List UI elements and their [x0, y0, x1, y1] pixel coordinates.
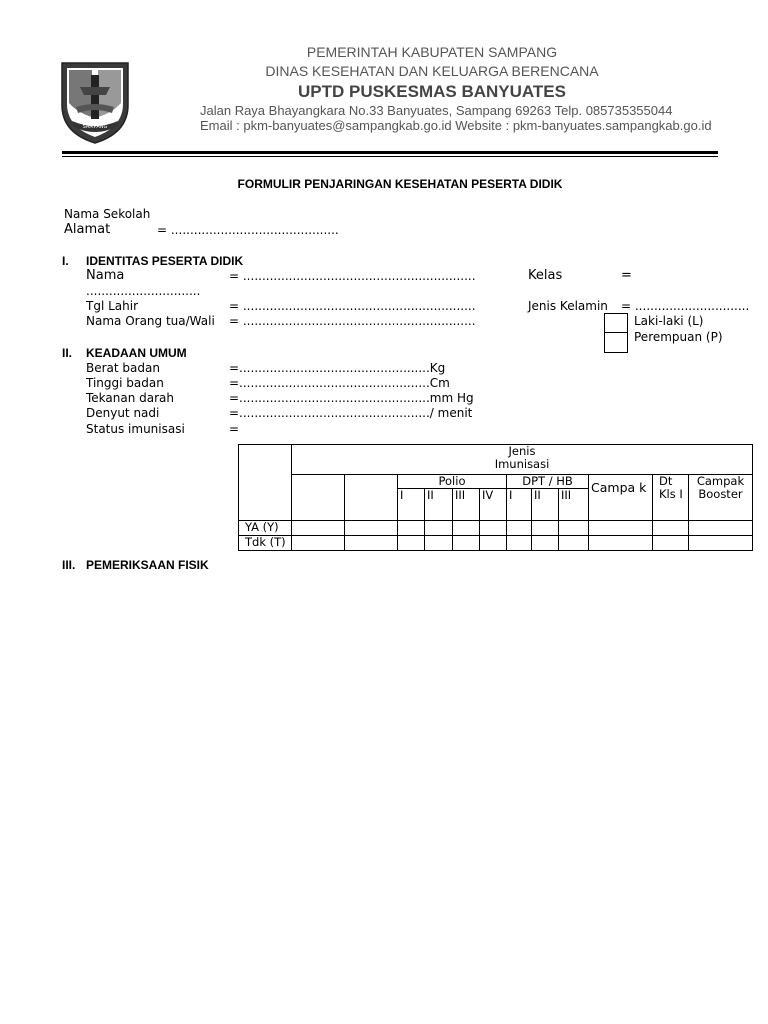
tinggi-badan-value[interactable]: =..................................................Cm	[229, 376, 450, 390]
section3-title: PEMERIKSAAN FISIK	[86, 558, 209, 572]
polio-dose-3: III	[453, 489, 480, 521]
cell-ya[interactable]	[425, 521, 453, 536]
table-corner-cell	[239, 445, 292, 521]
cell-tdk[interactable]	[653, 536, 689, 551]
header-institution: UPTD PUSKESMAS BANYUATES	[298, 82, 566, 101]
option-perempuan: Perempuan (P)	[634, 330, 723, 344]
header-contact: Email : pkm-banyuates@sampangkab.go.id Website : pkm-banyuates.sampangkab.go.id	[200, 118, 712, 133]
cell-tdk[interactable]	[507, 536, 532, 551]
cell-tdk[interactable]	[689, 536, 753, 551]
tekanan-darah-label: Tekanan darah	[86, 391, 175, 405]
berat-badan-label: Berat badan	[86, 361, 160, 375]
kelas-eq: =	[621, 268, 632, 283]
denyut-nadi-value[interactable]: =................................................../ menit	[229, 406, 473, 420]
tinggi-badan-label: Tinggi badan	[86, 376, 164, 390]
jenis-kelamin-label: Jenis Kelamin	[528, 299, 608, 313]
cell-ya[interactable]	[559, 521, 589, 536]
cell-ya[interactable]	[507, 521, 532, 536]
ortu-value[interactable]: = .............................................................	[229, 314, 476, 328]
header-department: DINAS KESEHATAN DAN KELUARGA BERENCANA	[265, 63, 599, 79]
section2-title: KEADAAN UMUM	[86, 346, 187, 360]
row-ya-label: YA (Y)	[239, 521, 292, 536]
tekanan-darah-value[interactable]: =..................................................mm Hg	[229, 391, 474, 405]
header-imunisasi: Imunisasi	[494, 457, 550, 471]
header-dt-kls: Dt Kls I	[653, 475, 689, 521]
cell-ya[interactable]	[398, 521, 425, 536]
table-row-tdk	[239, 536, 753, 551]
header-government: PEMERINTAH KABUPATEN SAMPANG	[306, 44, 558, 60]
denyut-nadi-label: Denyut nadi	[86, 406, 160, 420]
section3-number: III.	[62, 558, 76, 572]
checkbox-laki-laki[interactable]	[604, 313, 628, 333]
header-rule-thick	[62, 151, 718, 154]
header-rule-thin	[62, 156, 718, 157]
sampang-logo	[58, 57, 132, 145]
header-jenis: Jenis	[508, 444, 536, 458]
cell-tdk[interactable]	[292, 536, 345, 551]
cell-tdk[interactable]	[589, 536, 653, 551]
cell-tdk[interactable]	[559, 536, 589, 551]
polio-dose-1: I	[398, 489, 425, 521]
polio-dose-2: II	[425, 489, 453, 521]
cell-ya[interactable]	[589, 521, 653, 536]
cell-ya[interactable]	[689, 521, 753, 536]
option-laki-laki: Laki-laki (L)	[634, 314, 704, 328]
table-header-jenis	[292, 445, 753, 475]
school-address-value[interactable]: = ............................................	[157, 223, 339, 237]
kelas-label: Kelas	[528, 268, 563, 283]
cell-tdk[interactable]	[425, 536, 453, 551]
form-title: FORMULIR PENJARINGAN KESEHATAN PESERTA DIDIK	[237, 177, 563, 191]
kelas-value[interactable]: ..............................	[86, 284, 201, 298]
blank-col-2	[345, 475, 398, 521]
cell-tdk[interactable]	[453, 536, 480, 551]
header-campak: Campa k	[589, 475, 653, 521]
checkbox-perempuan[interactable]	[604, 332, 628, 353]
header-polio: Polio	[398, 475, 507, 489]
table-row-ya	[239, 521, 753, 536]
ortu-label: Nama Orang tua/Wali	[86, 314, 215, 328]
header-address: Jalan Raya Bhayangkara No.33 Banyuates, Sampang 69263 Telp. 085735355044	[200, 103, 673, 118]
section1-title: IDENTITAS PESERTA DIDIK	[86, 254, 244, 268]
cell-ya[interactable]	[345, 521, 398, 536]
cell-ya[interactable]	[453, 521, 480, 536]
nama-label: Nama	[86, 268, 125, 283]
cell-tdk[interactable]	[532, 536, 559, 551]
nama-value[interactable]: = .............................................................	[229, 269, 476, 283]
jenis-kelamin-value[interactable]: = ..............................	[621, 299, 750, 313]
dpt-dose-2: II	[532, 489, 559, 521]
cell-tdk[interactable]	[345, 536, 398, 551]
immunization-table	[238, 444, 753, 551]
header-campak-booster: Campak Booster	[689, 475, 753, 521]
logo-text: SAMPANG	[82, 124, 108, 130]
row-tdk-label: Tdk (T)	[239, 536, 292, 551]
blank-col-1	[292, 475, 345, 521]
cell-ya[interactable]	[653, 521, 689, 536]
cell-tdk[interactable]	[398, 536, 425, 551]
dpt-dose-3: III	[559, 489, 589, 521]
cell-ya[interactable]	[532, 521, 559, 536]
section2-number: II.	[62, 346, 73, 360]
cell-ya[interactable]	[480, 521, 507, 536]
polio-dose-4: IV	[480, 489, 507, 521]
status-imunisasi-eq: =	[229, 422, 240, 436]
berat-badan-value[interactable]: =..................................................Kg	[229, 361, 446, 375]
tgl-lahir-label: Tgl Lahir	[86, 299, 139, 313]
dpt-dose-1: I	[507, 489, 532, 521]
cell-tdk[interactable]	[480, 536, 507, 551]
school-address-label: Alamat	[64, 222, 111, 237]
tgl-lahir-value[interactable]: = .............................................................	[229, 299, 476, 313]
header-dpt-hb: DPT / HB	[507, 475, 589, 489]
status-imunisasi-label: Status imunisasi	[86, 422, 185, 436]
cell-ya[interactable]	[292, 521, 345, 536]
school-name-label: Nama Sekolah	[64, 207, 151, 221]
section1-number: I.	[62, 254, 69, 268]
